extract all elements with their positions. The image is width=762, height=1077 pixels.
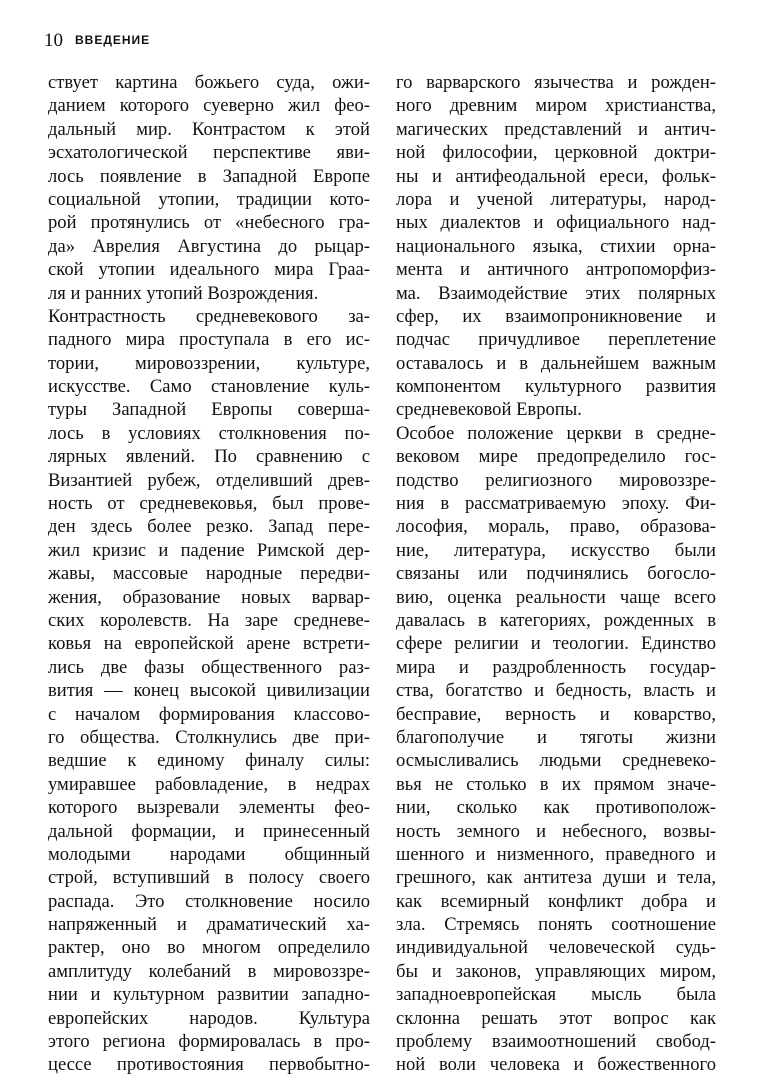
text-line: лось в условиях столкновения по- [48, 422, 370, 444]
text-line: ской утопии идеального мира Граа- [48, 259, 370, 281]
text-line: умиравшее рабовладение, в недрах [48, 773, 370, 795]
text-line: да» Аврелия Августина до рыцар- [48, 235, 370, 257]
text-line: ной воли человека и божественного [396, 1054, 716, 1076]
text-line: грешного, как антитеза души и тела, [396, 867, 716, 889]
text-line: ства, богатство и бедность, власть и [396, 680, 716, 702]
text-line: лософия, мораль, право, образова- [396, 516, 716, 538]
text-line: ность от средневековья, был прове- [48, 493, 370, 515]
text-line: сфер, их взаимопроникновение и [396, 305, 716, 327]
text-line: ских королевств. На заре средневе- [48, 609, 370, 631]
text-line: подчас причудливое переплетение [396, 329, 716, 351]
text-line: индивидуальной человеческой судь- [396, 937, 716, 959]
text-line: магических представлений и антич- [396, 118, 716, 140]
text-line: дальной формации, и принесенный [48, 820, 370, 842]
text-line: ковья на европейской арене встрети- [48, 633, 370, 655]
text-line: распада. Это столкновение носило [48, 890, 370, 912]
text-line: го общества. Столкнулись две при- [48, 726, 370, 748]
text-line: европейских народов. Культура [48, 1007, 370, 1029]
text-line: амплитуду колебаний в мировоззре- [48, 960, 370, 982]
page-number: 10 [44, 30, 63, 51]
text-line: сфере религии и теологии. Единство [396, 633, 716, 655]
text-line: национального языка, стихии орна- [396, 235, 716, 257]
text-line: как всемирный конфликт добра и [396, 890, 716, 912]
text-line: ность земного и небесного, возвы- [396, 820, 716, 842]
text-line: лярных явлений. По сравнению с [48, 446, 370, 468]
text-line: нии, сколько как противополож- [396, 797, 716, 819]
text-line: зла. Стремясь понять соотношение [396, 914, 716, 936]
text-line: оставалось и в дальнейшем важным [396, 352, 716, 374]
text-line: ных диалектов и официального над- [396, 212, 716, 234]
text-line: вековом мире предопределило гос- [396, 446, 716, 468]
text-line: благополучие и тяготы жизни [396, 726, 716, 748]
text-line: искусстве. Само становление куль- [48, 376, 370, 398]
text-line: эсхатологической перспективе яви- [48, 142, 370, 164]
text-line: строй, вступивший в полосу своего [48, 867, 370, 889]
text-line: шенного и низменного, праведного и [396, 843, 716, 865]
text-line: вития — конец высокой цивилизации [48, 680, 370, 702]
text-line: жавы, массовые народные передви- [48, 563, 370, 585]
text-line: Особое положение церкви в средне- [396, 422, 716, 444]
text-line: дальный мир. Контрастом к этой [48, 118, 370, 140]
text-line: Византией рубеж, отделивший древ- [48, 469, 370, 491]
text-line: жения, образование новых варвар- [48, 586, 370, 608]
text-line: данием которого суеверно жил фео- [48, 95, 370, 117]
text-line: ма. Взаимодействие этих полярных [396, 282, 716, 304]
text-line: склонна решать этот вопрос как [396, 1007, 716, 1029]
text-line: лора и ученой литературы, народ- [396, 188, 716, 210]
text-line: бы и законов, управляющих миром, [396, 960, 716, 982]
text-line: мента и античного антропоморфиз- [396, 259, 716, 281]
text-line: связаны или подчинялись богосло- [396, 563, 716, 585]
text-line: вья не столько в их прямом значе- [396, 773, 716, 795]
right-text-column [396, 71, 716, 1077]
text-line: ны и антифеодальной ереси, фольк- [396, 165, 716, 187]
text-line: цессе противостояния первобытно- [48, 1054, 370, 1076]
text-line: ние, литература, искусство были [396, 539, 716, 561]
text-line: го варварского язычества и рожден- [396, 72, 716, 93]
page-header [44, 30, 150, 52]
text-line: рактер, оно во многом определило [48, 937, 370, 959]
text-line: падного мира проступала в его ис- [48, 329, 370, 351]
text-line: ден здесь более резко. Запад пере- [48, 516, 370, 538]
text-line: ведшие к единому финалу силы: [48, 750, 370, 772]
text-line: вию, оценка реальности чаще всего [396, 586, 716, 608]
text-line: бесправие, верность и коварство, [396, 703, 716, 725]
text-line: давалась в категориях, рожденных в [396, 609, 716, 631]
text-line: нии и культурном развитии западно- [48, 984, 370, 1006]
text-line: жил кризис и падение Римской дер- [48, 539, 370, 561]
text-line: осмысливались людьми средневеко- [396, 750, 716, 772]
text-line: западноевропейская мысль была [396, 984, 716, 1006]
text-line: туры Западной Европы соверша- [48, 399, 370, 421]
text-line: ля и ранних утопий Возрождения. [48, 282, 319, 304]
text-line: подство религиозного мировоззре- [396, 469, 716, 491]
text-line: ния в рассматриваемую эпоху. Фи- [396, 493, 716, 515]
text-line: с началом формирования классово- [48, 703, 370, 725]
text-line: тории, мировоззрении, культуре, [48, 352, 370, 374]
text-line: ной философии, церковной доктри- [396, 142, 716, 164]
text-line: лось появление в Западной Европе [48, 165, 370, 187]
text-line: ного древним миром христианства, [396, 95, 716, 117]
text-line: Контрастность средневекового за- [48, 305, 370, 327]
text-line: этого региона формировалась в про- [48, 1031, 370, 1053]
text-line: лись две фазы общественного раз- [48, 656, 370, 678]
text-line: напряженный и драматический ха- [48, 914, 370, 936]
text-line: рой протянулись от «небесного гра- [48, 212, 370, 234]
text-line: мира и раздробленность государ- [396, 656, 716, 678]
text-line: социальной утопии, традиции кото- [48, 188, 370, 210]
text-line: молодыми народами общинный [48, 843, 370, 865]
text-line: проблему взаимоотношений свобод- [396, 1031, 716, 1053]
text-line: которого вызревали элементы фео- [48, 797, 370, 819]
text-line: компонентом культурного развития [396, 376, 716, 398]
running-head: ВВЕДЕНИЕ [75, 33, 151, 47]
left-text-column [48, 71, 370, 1077]
text-line: ствует картина божьего суда, ожи- [48, 72, 370, 93]
text-line: средневековой Европы. [396, 399, 582, 421]
